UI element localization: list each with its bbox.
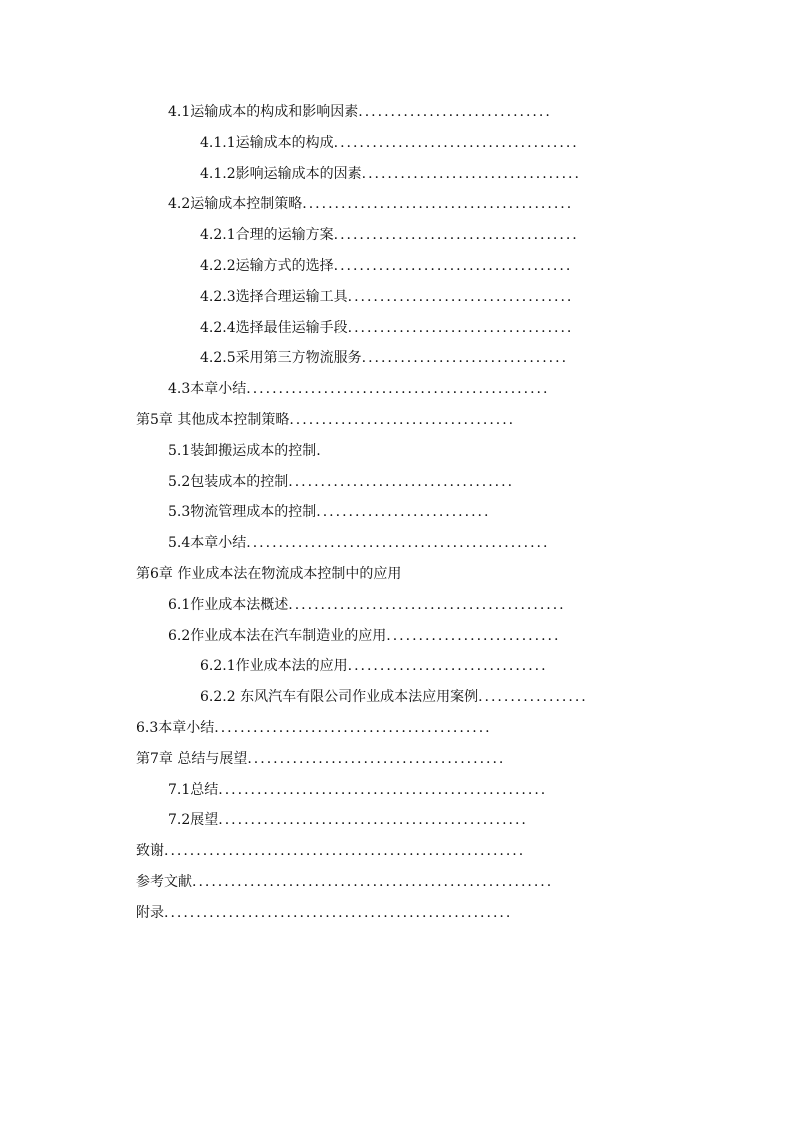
toc-entry[interactable] (200, 160, 581, 188)
toc-entry-title: 4.2.5采用第三方物流服务 (200, 350, 362, 367)
toc-entry-title: 4.1.1运输成本的构成 (200, 134, 334, 151)
toc-entry-leader-dots: ................................... (289, 412, 516, 428)
toc-entry[interactable] (168, 498, 490, 526)
toc-entry[interactable] (168, 190, 573, 218)
toc-entry-title: 5.1装卸搬运成本的控制 (168, 442, 317, 459)
toc-entry-title: 5.3物流管理成本的控制 (168, 504, 317, 521)
toc-entry-leader-dots: ........................... (316, 504, 491, 521)
toc-entry[interactable] (200, 652, 548, 680)
toc-entry-leader-dots: ...................................... (333, 134, 579, 151)
toc-entry-leader-dots: ..................................... (333, 258, 573, 274)
toc-entry[interactable] (200, 252, 572, 280)
toc-entry-leader-dots: ................. (478, 689, 588, 706)
toc-entry-title: 4.1.2影响运输成本的因素 (200, 165, 362, 182)
toc-entry-leader-dots: ........................................................ (192, 874, 554, 890)
toc-entry-leader-dots: ................................... (288, 473, 515, 490)
toc-entry-title: 6.2.1作业成本法的应用 (200, 658, 348, 675)
toc-entry-title: 6.2作业成本法在汽车制造业的应用 (168, 627, 387, 644)
toc-entry-leader-dots: ........................................... (214, 720, 492, 736)
toc-entry[interactable] (200, 314, 573, 342)
toc-entry[interactable] (136, 745, 505, 773)
toc-entry-leader-dots: ........................................... (288, 596, 566, 613)
toc-entry-leader-dots: ................................... (347, 288, 574, 305)
toc-entry-leader-dots: ...................................... (333, 227, 579, 244)
toc-entry-leader-dots: ........................................ (247, 750, 506, 767)
toc-entry-title: 4.2运输成本控制策略 (168, 196, 303, 213)
toc-entry-leader-dots: . (316, 442, 323, 459)
toc-entry[interactable] (168, 98, 552, 126)
toc-entry-title: 参考文献 (136, 874, 192, 890)
toc-entry[interactable] (168, 468, 514, 496)
toc-entry[interactable] (168, 622, 560, 650)
toc-entry[interactable] (136, 560, 401, 588)
toc-entry-title: 6.3本章小结 (136, 720, 215, 736)
toc-entry-leader-dots: .............................. (358, 104, 552, 120)
toc-entry-title: 4.3本章小结 (168, 381, 247, 398)
toc-entry-leader-dots: ........................... (386, 627, 561, 644)
toc-entry[interactable] (136, 868, 553, 896)
toc-entry[interactable] (168, 591, 566, 619)
toc-entry-title: 6.2.2 东风汽车有限公司作业成本法应用案例 (200, 689, 479, 706)
toc-entry-title: 5.4本章小结 (168, 535, 247, 552)
toc-entry[interactable] (136, 406, 515, 434)
toc-entry-title: 6.1作业成本法概述 (168, 596, 289, 613)
toc-entry-title: 4.2.4选择最佳运输手段 (200, 319, 348, 336)
toc-entry[interactable] (136, 837, 525, 865)
toc-entry-title: 4.2.2运输方式的选择 (200, 258, 334, 274)
toc-entry-title: 7.1总结 (168, 781, 219, 798)
toc-entry-title: 5.2包装成本的控制 (168, 473, 289, 490)
toc-entry-title: 7.2展望 (168, 812, 219, 829)
toc-entry-leader-dots: .................................. (361, 165, 581, 182)
toc-entry-leader-dots: ................................... (347, 319, 574, 336)
toc-entry[interactable] (200, 221, 579, 249)
toc-entry-leader-dots: ........................................................ (164, 843, 526, 860)
toc-entry-leader-dots: .......................................... (302, 196, 574, 213)
toc-entry-leader-dots: ................................................ (218, 812, 528, 829)
toc-entry[interactable] (168, 375, 549, 403)
toc-entry[interactable] (200, 283, 573, 311)
toc-entry-title: 第5章 其他成本控制策略 (136, 412, 290, 428)
toc-entry-title: 致谢 (136, 843, 164, 860)
toc-entry[interactable] (200, 683, 588, 711)
toc-entry[interactable] (168, 529, 549, 557)
toc-entry[interactable] (200, 344, 568, 372)
toc-entry[interactable] (136, 899, 512, 927)
toc-entry-title: 第6章 作业成本法在物流成本控制中的应用 (136, 566, 402, 582)
toc-entry-title: 4.2.3选择合理运输工具 (200, 288, 348, 305)
toc-entry-leader-dots: ...................................................... (164, 904, 513, 921)
toc-entry-leader-dots: ............................... (347, 658, 548, 675)
toc-entry[interactable] (200, 129, 579, 157)
toc-entry-leader-dots: ................................ (361, 350, 569, 367)
toc-entry[interactable] (136, 714, 492, 742)
toc-entry-title: 4.2.1合理的运输方案 (200, 227, 334, 244)
toc-entry-title: 附录 (136, 904, 164, 921)
toc-entry-title: 第7章 总结与展望 (136, 750, 248, 767)
toc-entry[interactable] (168, 776, 547, 804)
toc-entry[interactable] (168, 437, 323, 465)
toc-entry-title: 4.1运输成本的构成和影响因素 (168, 104, 359, 120)
toc-entry[interactable] (168, 806, 528, 834)
toc-entry-leader-dots: ................................................... (218, 781, 548, 798)
toc-entry-leader-dots: ............................................... (246, 535, 550, 552)
toc-entry-leader-dots: ............................................... (246, 381, 550, 398)
